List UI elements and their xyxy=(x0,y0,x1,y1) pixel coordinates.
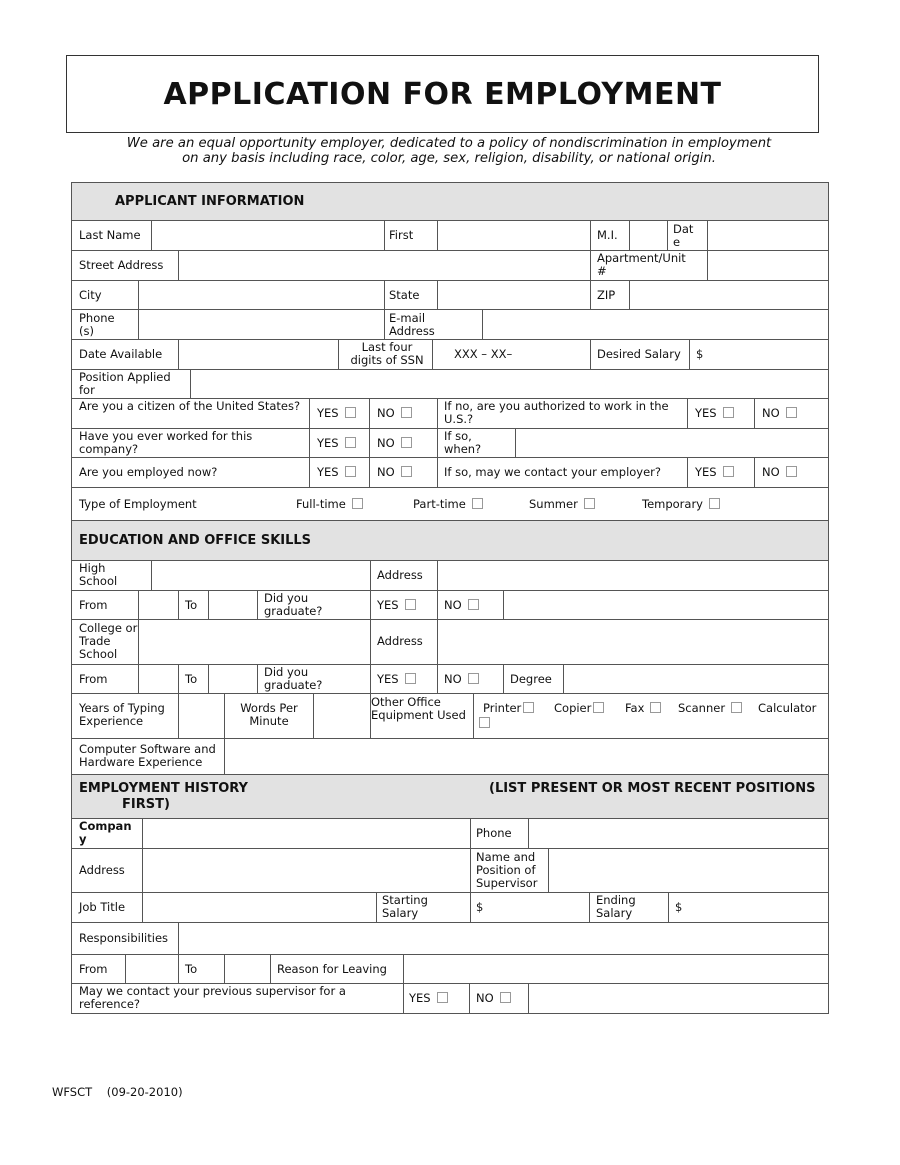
checkbox[interactable] xyxy=(468,673,479,684)
college-grad-yes[interactable]: YES xyxy=(370,665,437,693)
citizen-no[interactable]: NO xyxy=(369,399,437,428)
contact-prev-extra[interactable] xyxy=(528,984,828,1014)
emp-to-label-cell: To xyxy=(178,955,224,983)
summer-option[interactable]: Summer xyxy=(529,498,595,511)
supervisor-label-cell: Name and Position of Supervisor xyxy=(470,849,548,892)
hs-extra-field[interactable] xyxy=(503,591,828,619)
apt-field[interactable] xyxy=(707,251,828,280)
wpm-label-cell: Words Per Minute xyxy=(224,694,313,738)
equipment-options xyxy=(473,694,828,738)
checkbox[interactable] xyxy=(786,466,797,477)
company-label: Compan y xyxy=(79,819,132,846)
supervisor-field[interactable] xyxy=(548,849,828,892)
checkbox[interactable] xyxy=(593,702,604,713)
checkbox[interactable] xyxy=(468,599,479,610)
section-applicant-info xyxy=(72,183,828,221)
contact-no[interactable]: NO xyxy=(754,458,828,487)
hs-to-field[interactable] xyxy=(208,591,257,619)
calculator-option[interactable]: Calculator xyxy=(758,701,817,715)
checkbox[interactable] xyxy=(731,702,742,713)
city-field[interactable] xyxy=(138,281,384,309)
row-street xyxy=(72,251,828,281)
college-graduate-label-cell: Did you graduate? xyxy=(257,665,370,693)
wpm-field[interactable] xyxy=(313,694,370,738)
job-title-field[interactable] xyxy=(142,893,376,922)
checkbox[interactable] xyxy=(405,599,416,610)
contact-previous-question: May we contact your previous supervisor for a reference? xyxy=(79,984,346,1011)
zip-label-cell: ZIP xyxy=(590,281,629,309)
printer-option[interactable]: Printer xyxy=(483,702,534,715)
row-employment-dates xyxy=(72,955,828,984)
section-title: EMPLOYMENT HISTORY xyxy=(79,781,248,796)
college-label: College or Trade School xyxy=(79,621,138,661)
row-hs-dates xyxy=(72,591,828,620)
row-employment-type xyxy=(72,488,828,521)
emp-from-field[interactable] xyxy=(125,955,178,983)
ssn-field[interactable]: XXX – XX– xyxy=(432,340,590,369)
degree-label-cell: Degree xyxy=(503,665,563,693)
checkbox[interactable] xyxy=(786,407,797,418)
row-college xyxy=(72,620,828,665)
title-box xyxy=(66,55,819,133)
application-form xyxy=(71,182,829,1014)
typing-label: Years of Typing Experience xyxy=(79,701,165,728)
checkbox[interactable] xyxy=(401,466,412,477)
checkbox[interactable] xyxy=(345,407,356,418)
college-to-field[interactable] xyxy=(208,665,257,693)
row-name xyxy=(72,221,828,251)
emp-to-field[interactable] xyxy=(224,955,270,983)
section-title: APPLICANT INFORMATION xyxy=(115,194,305,209)
street-field[interactable] xyxy=(178,251,590,280)
last-name-label: Last Name xyxy=(79,228,141,242)
copier-option[interactable]: Copier xyxy=(554,702,604,715)
section-education xyxy=(72,521,828,561)
software-field[interactable] xyxy=(224,739,828,774)
college-from-field[interactable] xyxy=(138,665,178,693)
form-code: WFSCT (09-20-2010) xyxy=(52,1085,183,1099)
row-job-title xyxy=(72,893,828,923)
contact-question-cell: If so, may we contact your employer? xyxy=(437,458,687,487)
authorized-yes[interactable]: YES xyxy=(687,399,754,428)
employed-yes[interactable]: YES xyxy=(309,458,369,487)
row-worked-before xyxy=(72,429,828,458)
hs-address-field[interactable] xyxy=(437,561,828,590)
form-title: APPLICATION FOR EMPLOYMENT xyxy=(163,76,722,112)
row-phone xyxy=(72,310,828,340)
checkbox[interactable] xyxy=(352,498,363,509)
row-typing xyxy=(72,694,828,739)
part-time-option[interactable]: Part-time xyxy=(413,498,483,511)
position-label: Position Applied for xyxy=(79,370,171,397)
fax-option[interactable]: Fax xyxy=(625,702,661,715)
citizen-yes[interactable]: YES xyxy=(309,399,369,428)
high-school-label: High School xyxy=(79,561,118,588)
phone-field[interactable] xyxy=(138,310,384,339)
checkbox[interactable] xyxy=(401,407,412,418)
checkbox[interactable] xyxy=(584,498,595,509)
apt-label-cell: Apartment/Unit # xyxy=(590,251,707,280)
city-label: City xyxy=(79,288,102,302)
worked-question: Have you ever worked for this company? xyxy=(79,429,253,456)
checkbox[interactable] xyxy=(345,466,356,477)
starting-salary-label-cell: Starting Salary xyxy=(376,893,470,922)
emp-from-label: From xyxy=(79,962,108,976)
full-time-option[interactable]: Full-time xyxy=(296,498,363,511)
hs-from-field[interactable] xyxy=(138,591,178,619)
reason-label-cell: Reason for Leaving xyxy=(270,955,403,983)
section-title: EDUCATION AND OFFICE SKILLS xyxy=(79,533,312,548)
citizen-question: Are you a citizen of the United States? xyxy=(79,399,301,413)
responsibilities-field[interactable] xyxy=(178,923,828,954)
college-address-field[interactable] xyxy=(437,620,828,664)
checkbox[interactable] xyxy=(709,498,720,509)
checkbox[interactable] xyxy=(479,717,490,728)
row-company xyxy=(72,819,828,849)
checkbox[interactable] xyxy=(523,702,534,713)
reason-field[interactable] xyxy=(403,955,828,983)
ssn-label-cell: Last four digits of SSN xyxy=(338,340,432,369)
hs-grad-yes[interactable]: YES xyxy=(370,591,437,619)
high-school-field[interactable] xyxy=(151,561,370,590)
hs-from-label: From xyxy=(79,598,108,612)
last-name-field[interactable] xyxy=(151,221,384,250)
position-field[interactable] xyxy=(190,370,828,398)
when-field[interactable] xyxy=(515,429,828,457)
hs-address-label-cell: Address xyxy=(370,561,437,590)
scanner-option[interactable]: Scanner xyxy=(678,702,742,715)
worked-yes[interactable]: YES xyxy=(309,429,369,457)
checkbox[interactable] xyxy=(472,498,483,509)
first-name-label-cell: First xyxy=(384,221,437,250)
checkbox[interactable] xyxy=(401,437,412,448)
section-employment-history xyxy=(72,775,828,819)
desired-salary-label-cell: Desired Salary xyxy=(590,340,689,369)
company-field[interactable] xyxy=(142,819,470,848)
section-note: (LIST PRESENT OR MOST RECENT POSITIONS xyxy=(489,781,816,796)
starting-salary-field[interactable]: $ xyxy=(470,893,589,922)
row-college-dates xyxy=(72,665,828,694)
worked-no[interactable]: NO xyxy=(369,429,437,457)
date-available-label: Date Available xyxy=(79,347,163,361)
checkbox[interactable] xyxy=(500,992,511,1003)
state-label-cell: State xyxy=(384,281,437,309)
checkbox[interactable] xyxy=(437,992,448,1003)
ending-salary-label-cell: Ending Salary xyxy=(589,893,668,922)
email-label-cell: E-mail Address xyxy=(384,310,482,339)
mi-field[interactable] xyxy=(629,221,667,250)
authorized-question-cell: If no, are you authorized to work in the U.S.? xyxy=(437,399,687,428)
college-from-label: From xyxy=(79,672,108,686)
job-title-label: Job Title xyxy=(79,900,126,914)
college-address-label-cell: Address xyxy=(370,620,437,664)
street-label: Street Address xyxy=(79,258,164,272)
row-date-available xyxy=(72,340,828,370)
other-equipment-label-cell: Other Office Equipment Used xyxy=(370,694,473,738)
degree-field[interactable] xyxy=(563,665,828,693)
row-citizen xyxy=(72,399,828,429)
college-grad-no[interactable]: NO xyxy=(437,665,503,693)
responsibilities-label: Responsibilities xyxy=(79,931,169,945)
contact-prev-yes[interactable]: YES xyxy=(403,984,469,1014)
first-name-field[interactable] xyxy=(437,221,590,250)
email-field[interactable] xyxy=(482,310,828,339)
row-contact-previous xyxy=(72,984,828,1014)
hs-to-label-cell: To xyxy=(178,591,208,619)
typing-field[interactable] xyxy=(178,694,224,738)
row-position xyxy=(72,370,828,399)
date-field[interactable] xyxy=(707,221,828,250)
desired-salary-field[interactable]: $ xyxy=(689,340,828,369)
section-note-cont: FIRST) xyxy=(122,797,170,812)
date-label-cell: Dat e xyxy=(667,221,707,250)
zip-field[interactable] xyxy=(629,281,828,309)
company-address-field[interactable] xyxy=(142,849,470,892)
college-to-label-cell: To xyxy=(178,665,208,693)
hs-grad-no[interactable]: NO xyxy=(437,591,503,619)
phone-label: Phone (s) xyxy=(79,311,115,338)
checkbox[interactable] xyxy=(405,673,416,684)
employed-question: Are you employed now? xyxy=(79,465,218,479)
row-company-address xyxy=(72,849,828,893)
row-employed-now xyxy=(72,458,828,488)
employed-no[interactable]: NO xyxy=(369,458,437,487)
eeo-statement: We are an equal opportunity employer, dedicated to a policy of nondiscrimination in employment on any basis including race, color, age, sex, religion, disability, or national origin. xyxy=(126,136,772,166)
company-phone-label-cell: Phone xyxy=(470,819,528,848)
company-address-label: Address xyxy=(79,863,125,877)
row-responsibilities xyxy=(72,923,828,955)
company-phone-field[interactable] xyxy=(528,819,828,848)
employment-type-label: Type of Employment xyxy=(79,497,197,511)
checkbox[interactable] xyxy=(345,437,356,448)
row-city xyxy=(72,281,828,310)
row-software xyxy=(72,739,828,775)
authorized-no[interactable]: NO xyxy=(754,399,828,428)
date-available-field[interactable] xyxy=(178,340,338,369)
checkbox[interactable] xyxy=(650,702,661,713)
row-high-school xyxy=(72,561,828,591)
mi-label-cell: M.I. xyxy=(590,221,629,250)
hs-graduate-label-cell: Did you graduate? xyxy=(257,591,370,619)
ending-salary-field[interactable]: $ xyxy=(668,893,828,922)
checkbox[interactable] xyxy=(723,407,734,418)
software-label: Computer Software and Hardware Experience xyxy=(79,742,216,769)
state-field[interactable] xyxy=(437,281,590,309)
college-field[interactable] xyxy=(138,620,370,664)
checkbox[interactable] xyxy=(723,466,734,477)
temporary-option[interactable]: Temporary xyxy=(642,498,720,511)
contact-prev-no[interactable]: NO xyxy=(469,984,528,1014)
if-so-when-cell: If so, when? xyxy=(437,429,515,457)
contact-yes[interactable]: YES xyxy=(687,458,754,487)
